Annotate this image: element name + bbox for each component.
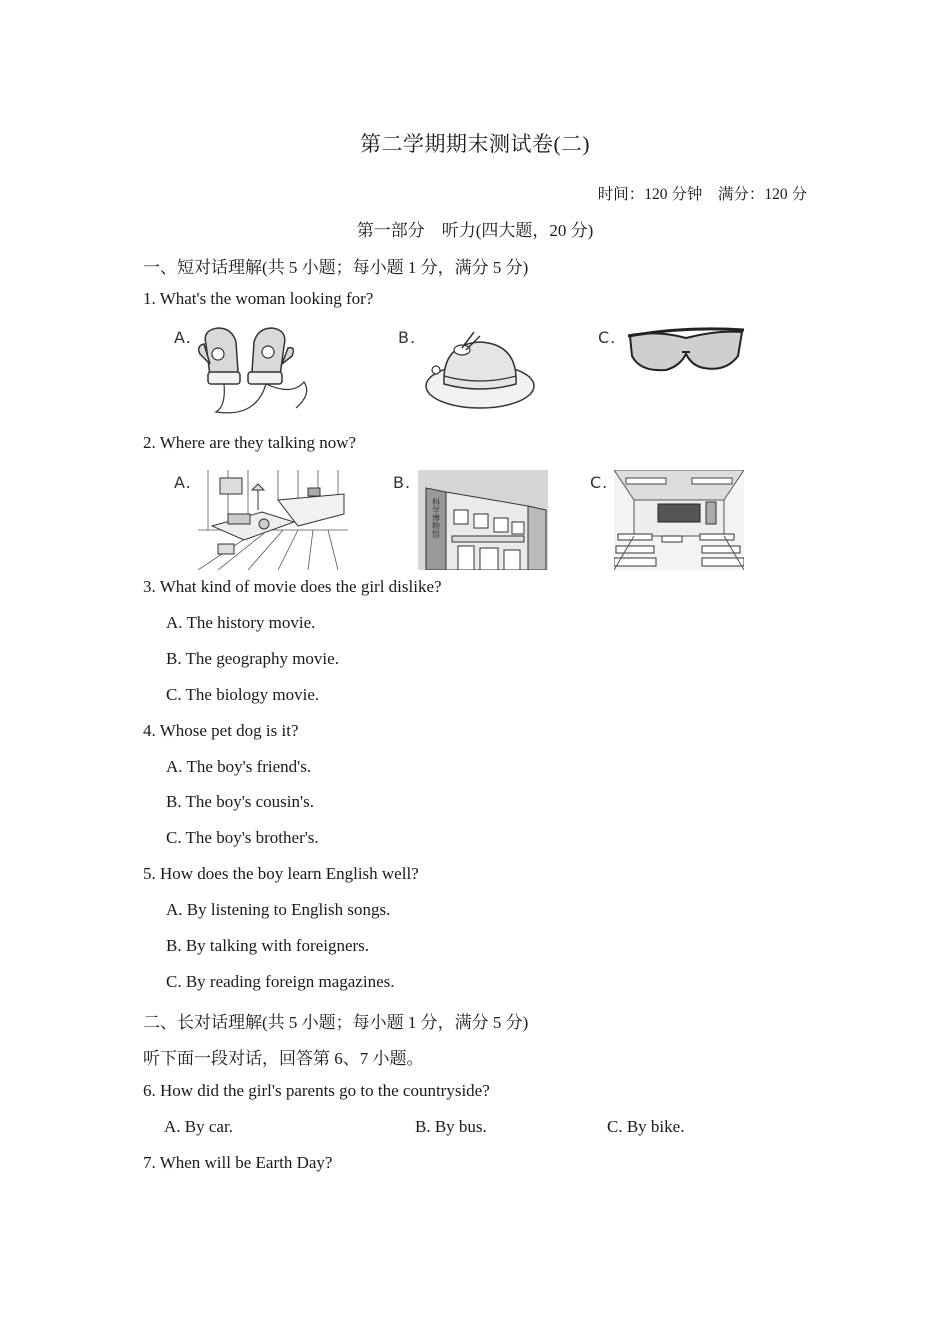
q1-label-b: B. (398, 328, 417, 347)
q5-option-c: C. By reading foreign magazines. (166, 972, 395, 991)
section-2-heading: 二、长对话理解(共 5 小题；每小题 1 分，满分 5 分) (143, 1013, 529, 1032)
question-5: 5. How does the boy learn English well? (143, 864, 419, 883)
q3-option-b: B. The geography movie. (166, 649, 339, 668)
question-3: 3. What kind of movie does the girl dislike? (143, 577, 442, 596)
question-2: 2. Where are they talking now? (143, 433, 357, 452)
q6-option-a: A. By car. (164, 1117, 233, 1136)
building-image (418, 470, 548, 570)
mittens-image (196, 324, 316, 418)
question-1: 1. What's the woman looking for? (143, 289, 374, 308)
q4-option-c: C. The boy's brother's. (166, 828, 319, 847)
sunglasses-image (626, 326, 746, 378)
section-1-heading: 一、短对话理解(共 5 小题；每小题 1 分，满分 5 分) (143, 258, 529, 277)
hat-image (422, 330, 538, 412)
q1-label-a: A. (174, 328, 192, 347)
question-4: 4. Whose pet dog is it? (143, 721, 299, 740)
question-7: 7. When will be Earth Day? (143, 1153, 333, 1172)
q4-option-b: B. The boy's cousin's. (166, 792, 314, 811)
q2-label-c: C. (590, 473, 609, 492)
q5-option-b: B. By talking with foreigners. (166, 936, 370, 955)
q1-label-c: C. (598, 328, 617, 347)
q2-label-a: A. (174, 473, 192, 492)
question-6: 6. How did the girl's parents go to the countryside? (143, 1081, 490, 1100)
bedroom-image (198, 470, 348, 570)
q2-label-b: B. (393, 473, 412, 492)
exam-meta: 时间：120 分钟 满分：120 分 (597, 186, 807, 203)
q5-option-a: A. By listening to English songs. (166, 900, 391, 919)
part-heading: 第一部分 听力(四大题，20 分) (356, 221, 594, 240)
q4-option-a: A. The boy's friend's. (166, 757, 312, 776)
q3-option-c: C. The biology movie. (166, 685, 320, 704)
q6-option-c: C. By bike. (607, 1117, 685, 1136)
building-sign: 科学博物馆 (431, 498, 441, 538)
classroom-image (614, 470, 744, 570)
page-title: 第二学期期末测试卷(二) (360, 132, 590, 156)
q6-option-b: B. By bus. (415, 1117, 487, 1136)
section-2-note: 听下面一段对话，回答第 6、7 小题。 (143, 1049, 424, 1068)
q3-option-a: A. The history movie. (166, 613, 316, 632)
